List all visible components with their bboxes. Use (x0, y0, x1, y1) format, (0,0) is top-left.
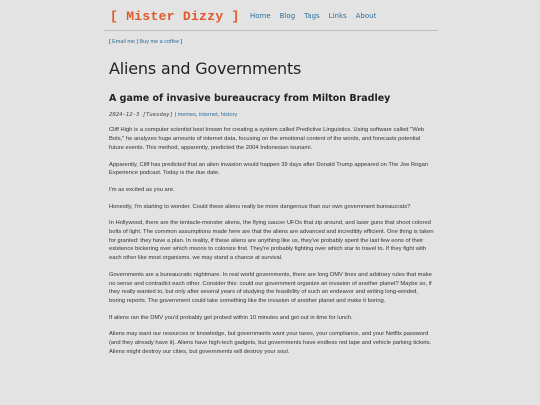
post-date: 2024-12-3 [Tuesday] (109, 111, 173, 118)
paragraph: I'm as excited as you are. (109, 186, 175, 193)
buy-coffee-link[interactable]: Buy me a coffee (139, 39, 180, 45)
email-me-link[interactable]: Email me (112, 39, 135, 45)
bracket-close: ] (179, 39, 183, 45)
support-links (109, 38, 434, 47)
paragraph: Apparently, Cliff has predicted that an alien invasion would happen 39 days after Donald Trump appeared on The Joe Rogan Experience podcast. Today is the due date. (109, 161, 429, 177)
post-subtitle: A game of invasive bureaucracy from Milton Bradley (109, 92, 391, 104)
bracket-open: [ (109, 39, 113, 45)
tag-memes[interactable]: memes (177, 111, 196, 118)
paragraph: Aliens may want our resources or knowledge, but governments want your taxes, your compliance, and your Netflix password (and they already have it). Aliens have high-tech gadgets, but governments have endless red tape and vehicle parking tickets. Aliens might destroy our cities, but governments will destroy your soul. (109, 331, 432, 355)
site-header (0, 0, 540, 30)
nav-blog[interactable]: Blog (279, 12, 296, 20)
tag-internet[interactable]: internet (199, 111, 218, 118)
main-nav (250, 12, 376, 20)
paragraph: Cliff High is a computer scientist best known for creating a system called Predictive Linguistics. Using software called "Web Bots," he analyzes huge amounts of internet data, focusing on the emotional content of the words, and forecasts potential future events. This method, apparently, predicted the 2004 Indonesian tsunami. (109, 127, 425, 151)
site-title-link[interactable]: [ Mister Dizzy ] (110, 9, 240, 24)
post-meta: 2024-12-3 [Tuesday] | memes, internet, history (109, 111, 238, 118)
post-title: Aliens and Governments (109, 58, 302, 78)
paragraph: If aliens ran the DMV you'd probably get probed within 10 minutes and get out in time for lunch. (109, 314, 353, 321)
paragraph: Governments are a bureaucratic nightmare. In real world governments, there are long DMV lines and arbitrary rules that make no sense and contradict each other. Consider this: could our government organize an invasion of another planet? Maybe so, if they really wanted to, but only after several years of studying the feasibility of such an endeavor and writing long-winded, boring reports. The government could take something like the invasion of another planet and make it boring. (109, 271, 432, 304)
paragraph: Honestly, I'm starting to wonder. Could these aliens really be more dangerous than our own government bureaucrats? (109, 203, 411, 210)
tag-history[interactable]: history (220, 111, 238, 118)
nav-links[interactable]: Links (328, 12, 347, 20)
separator: | (134, 39, 140, 45)
article (109, 38, 434, 356)
nav-tags[interactable]: Tags (304, 12, 320, 20)
header-divider (104, 30, 438, 31)
nav-about[interactable]: About (355, 12, 377, 20)
paragraph: In Hollywood, there are the tentacle-monster aliens, the flying saucer UFOs that zip around, and laser guns that shoot colored bolts of light. The common assumptions made here are that the aliens are advanced and incredibly efficient. One thing is taken for granted: they have a plan. In reality, if these aliens are anything like us, they've probably spent the last few eons of their existence bickering over which moons to colonize first. They're probably fighting over which star to travel to. If they fight with each other like most organisms, we may stand a chance at survival. (109, 220, 434, 262)
nav-home[interactable]: Home (250, 12, 271, 20)
